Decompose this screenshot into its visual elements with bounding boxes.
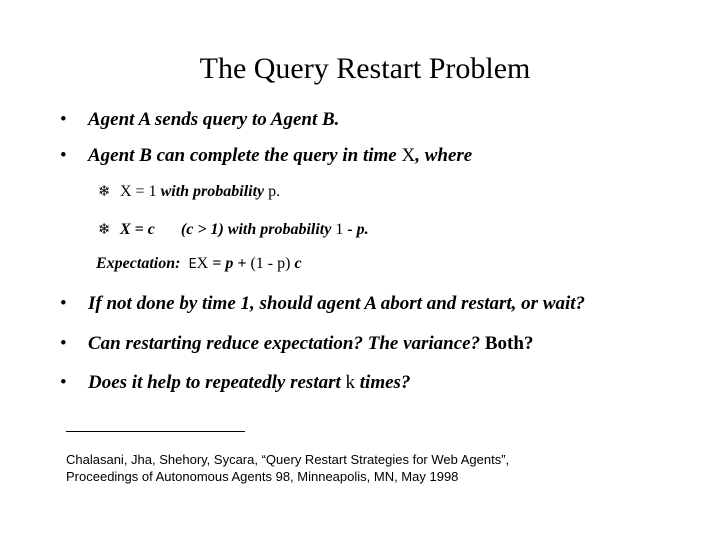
case-tail: - p. [343, 221, 369, 238]
case-probability: p. [268, 183, 281, 200]
bullet-item-5 [60, 372, 410, 394]
time-variable: X [401, 145, 416, 166]
expectation-formula: = p + [208, 255, 251, 272]
bullet-icon: • [60, 293, 67, 314]
slide-title: The Query Restart Problem [199, 52, 531, 85]
case-condition: (c > 1) with probability [180, 221, 336, 238]
expectation-line [96, 255, 302, 273]
footnote-line-2: Proceedings of Autonomous Agents 98, Minneapolis, MN, May 1998 [66, 469, 459, 484]
bullet-icon: • [60, 145, 67, 166]
expectation-symbol: E [188, 257, 197, 272]
bullet-item-4 [60, 333, 533, 355]
bullet-icon: • [60, 333, 67, 354]
bullet-item-1 [60, 109, 339, 131]
bullet-text: If not done by time 1, should agent A abort and restart, or wait? [88, 293, 586, 314]
sub-bullet-item-2 [98, 220, 369, 239]
expectation-paren: (1 - p) [250, 255, 291, 272]
snowflake-icon: ❄ [98, 220, 111, 238]
bullet-item-3 [60, 293, 585, 315]
restart-count-variable: k [345, 372, 356, 393]
bullet-icon: • [60, 372, 67, 393]
bullet-text-tail: , where [415, 145, 473, 166]
bullet-text-tail: Both? [484, 333, 534, 354]
case-variable: X = c [120, 221, 155, 238]
sub-bullet-item-1 [98, 182, 280, 201]
footnote [66, 451, 509, 485]
bullet-text: Does it help to repeatedly restart [88, 372, 346, 393]
snowflake-icon: ❄ [98, 182, 111, 200]
footnote-divider [66, 431, 245, 432]
case-variable: X = 1 [120, 183, 157, 200]
bullet-text: Agent A sends query to Agent B. [88, 109, 340, 130]
case-text: with probability [156, 183, 269, 200]
bullet-item-2 [60, 145, 472, 167]
bullet-text: Can restarting reduce expectation? The variance? [88, 333, 485, 354]
bullet-text-tail: times? [355, 372, 411, 393]
footnote-line-1: Chalasani, Jha, Shehory, Sycara, “Query Restart Strategies for Web Agents”, [66, 452, 510, 467]
expectation-label: Expectation: [96, 255, 181, 272]
expectation-variable: X [196, 255, 209, 272]
bullet-icon: • [60, 109, 67, 130]
bullet-text: Agent B can complete the query in time [88, 145, 402, 166]
expectation-c: c [290, 255, 302, 272]
case-value: 1 [335, 221, 344, 238]
